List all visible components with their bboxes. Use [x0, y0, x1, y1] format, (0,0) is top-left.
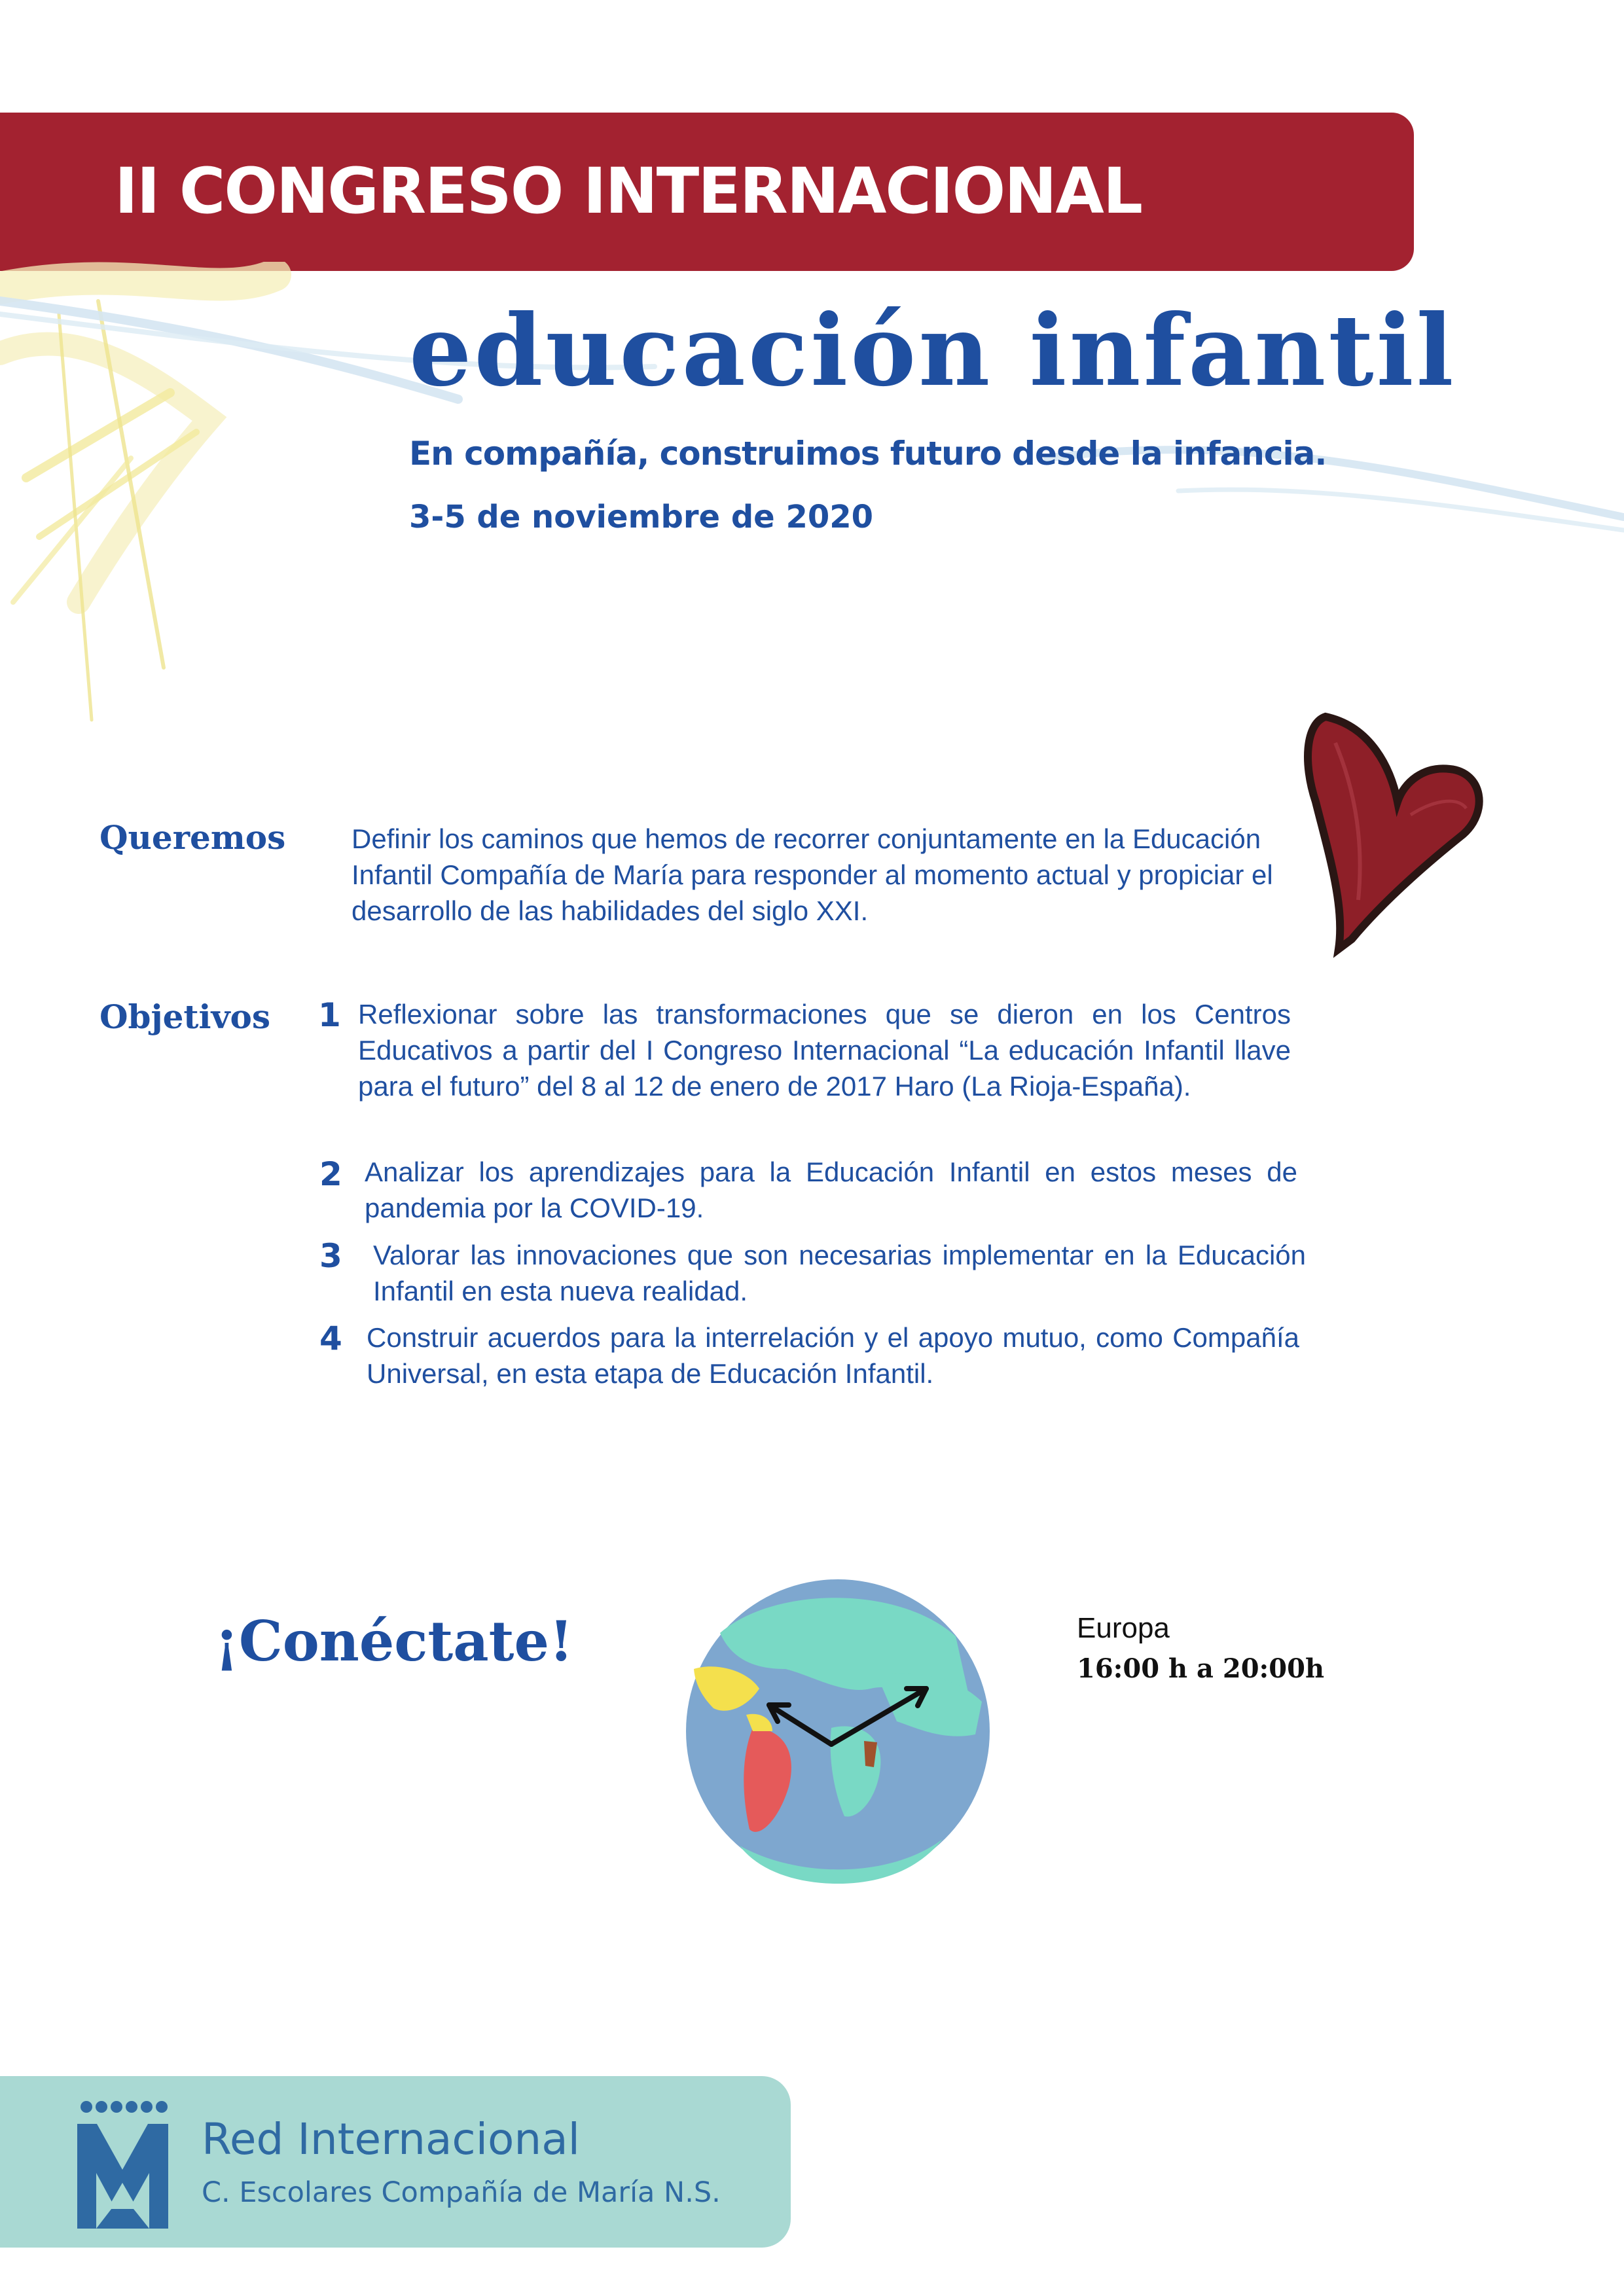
org-name: Red Internacional: [202, 2114, 581, 2164]
objective-number: 1: [318, 996, 341, 1034]
globe-clock-icon: [681, 1571, 995, 1892]
objective-text: Analizar los aprendizajes para la Educación Infantil en estos meses de pandemia por la COVID-19.: [365, 1157, 1297, 1223]
connect-heading: ¡Conéctate!: [215, 1609, 573, 1674]
org-subtitle: C. Escolares Compañía de María N.S.: [202, 2176, 721, 2209]
objective-number: 2: [319, 1155, 342, 1193]
objective-text: Reflexionar sobre las transformaciones que se dieron en los Centros Educativos a partir del I Congreso Internacional “La educación Infantil llave para el futuro” del 8 al 12 de enero de 2017 Haro (La Rioja-España).: [358, 999, 1291, 1102]
objective-number: 4: [319, 1319, 342, 1357]
event-title: educación infantil: [409, 293, 1456, 408]
heart-illustration: [1299, 704, 1486, 959]
objective-text: Valorar las innovaciones que son necesarias implementar en la Educación Infantil en esta nueva realidad.: [373, 1240, 1306, 1306]
timezone-region: Europa: [1077, 1612, 1170, 1644]
event-subtitle: En compañía, construimos futuro desde la infancia.: [409, 435, 1327, 473]
event-dates: 3-5 de noviembre de 2020: [409, 499, 874, 535]
org-logo-icon: [72, 2098, 173, 2232]
congress-title: II CONGRESO INTERNACIONAL: [115, 154, 1142, 228]
queremos-label: Queremos: [99, 818, 286, 857]
objective-text: Construir acuerdos para la interrelación y el apoyo mutuo, como Compañía Universal, en esta etapa de Educación Infantil.: [367, 1322, 1299, 1389]
schedule-time: 16:00 h a 20:00h: [1077, 1653, 1325, 1684]
objective-number: 3: [319, 1237, 342, 1275]
queremos-text: Definir los caminos que hemos de recorrer conjuntamente en la Educación Infantil Compañía de María para responder al momento actual y propiciar el desarrollo de las habilidades del siglo XXI.: [352, 823, 1273, 926]
objetivos-label: Objetivos: [99, 997, 271, 1036]
